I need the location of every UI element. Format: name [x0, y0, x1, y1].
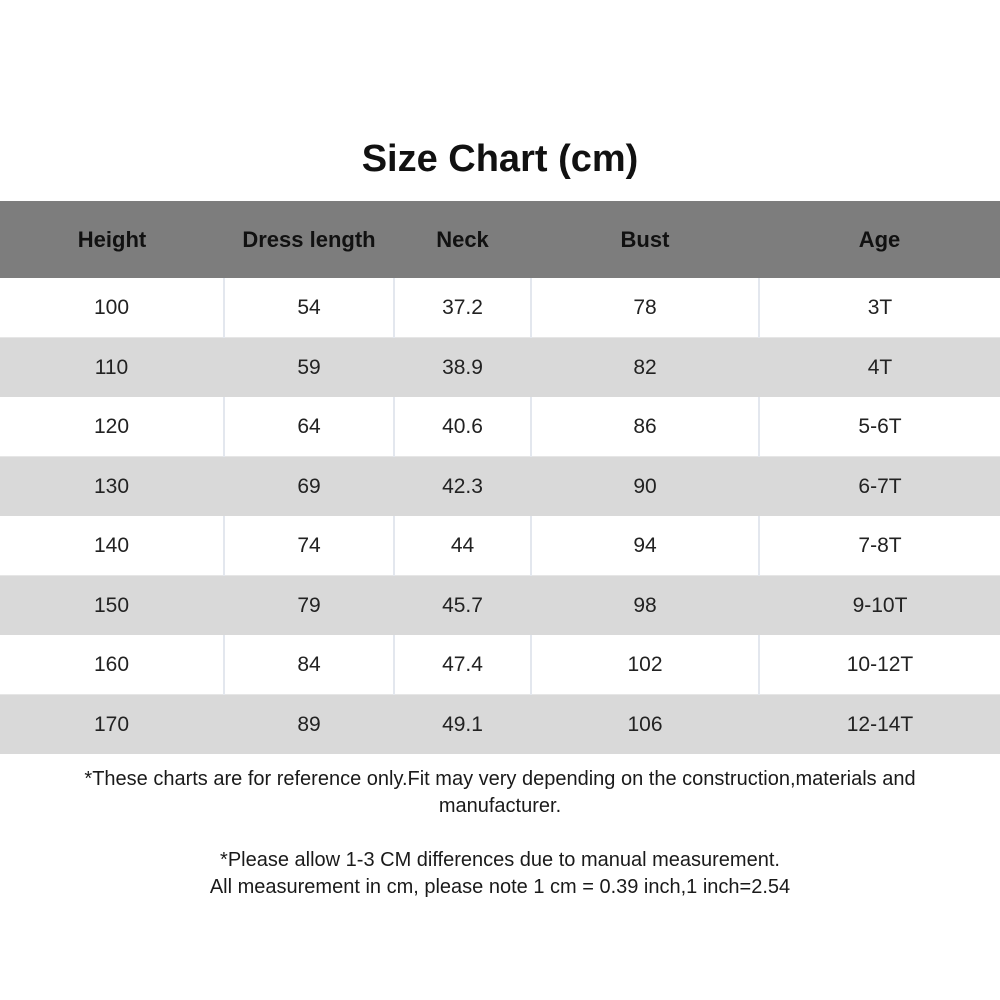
- cell-age: 10-12T: [759, 635, 1000, 695]
- size-chart-table: [0, 201, 1000, 754]
- column-header-neck: Neck: [394, 201, 531, 278]
- cell-bust: 78: [531, 278, 759, 338]
- column-header-height: Height: [0, 201, 224, 278]
- cell-age: 4T: [759, 338, 1000, 398]
- cell-bust: 90: [531, 457, 759, 517]
- table-row: [0, 695, 1000, 755]
- table-row: [0, 457, 1000, 517]
- table-row: [0, 278, 1000, 338]
- cell-bust: 82: [531, 338, 759, 398]
- table-row: [0, 338, 1000, 398]
- cell-neck: 38.9: [394, 338, 531, 398]
- cell-neck: 47.4: [394, 635, 531, 695]
- cell-age: 5-6T: [759, 397, 1000, 457]
- page-title: Size Chart (cm): [361, 138, 639, 180]
- cell-age: 7-8T: [759, 516, 1000, 576]
- measurement-allowance-note: *Please allow 1-3 CM differences due to manual measurement.: [220, 849, 780, 871]
- cell-neck: 45.7: [394, 576, 531, 636]
- table-row: [0, 397, 1000, 457]
- cell-dress-length: 74: [224, 516, 394, 576]
- cell-height: 100: [0, 278, 224, 338]
- cell-neck: 44: [394, 516, 531, 576]
- table-header-row: [0, 201, 1000, 278]
- cell-bust: 106: [531, 695, 759, 755]
- cell-neck: 37.2: [394, 278, 531, 338]
- cell-neck: 42.3: [394, 457, 531, 517]
- table-row: [0, 516, 1000, 576]
- cell-bust: 98: [531, 576, 759, 636]
- table-row: [0, 635, 1000, 695]
- cell-height: 140: [0, 516, 224, 576]
- cell-bust: 86: [531, 397, 759, 457]
- cell-height: 170: [0, 695, 224, 755]
- column-header-dress-length: Dress length: [224, 201, 394, 278]
- cell-height: 130: [0, 457, 224, 517]
- cell-height: 150: [0, 576, 224, 636]
- reference-disclaimer: *These charts are for reference only.Fit may very depending on the construction,materials and manufacturer.: [84, 768, 916, 817]
- cell-dress-length: 59: [224, 338, 394, 398]
- cell-dress-length: 54: [224, 278, 394, 338]
- cell-dress-length: 89: [224, 695, 394, 755]
- cell-dress-length: 69: [224, 457, 394, 517]
- cell-height: 110: [0, 338, 224, 398]
- column-header-age: Age: [759, 201, 1000, 278]
- cell-age: 6-7T: [759, 457, 1000, 517]
- cell-dress-length: 79: [224, 576, 394, 636]
- cell-bust: 102: [531, 635, 759, 695]
- cell-neck: 40.6: [394, 397, 531, 457]
- cell-age: 9-10T: [759, 576, 1000, 636]
- cell-dress-length: 64: [224, 397, 394, 457]
- unit-conversion-note: All measurement in cm, please note 1 cm = 0.39 inch,1 inch=2.54: [209, 876, 791, 898]
- cell-dress-length: 84: [224, 635, 394, 695]
- table-row: [0, 576, 1000, 636]
- cell-height: 160: [0, 635, 224, 695]
- cell-bust: 94: [531, 516, 759, 576]
- cell-neck: 49.1: [394, 695, 531, 755]
- cell-height: 120: [0, 397, 224, 457]
- cell-age: 12-14T: [759, 695, 1000, 755]
- cell-age: 3T: [759, 278, 1000, 338]
- column-header-bust: Bust: [531, 201, 759, 278]
